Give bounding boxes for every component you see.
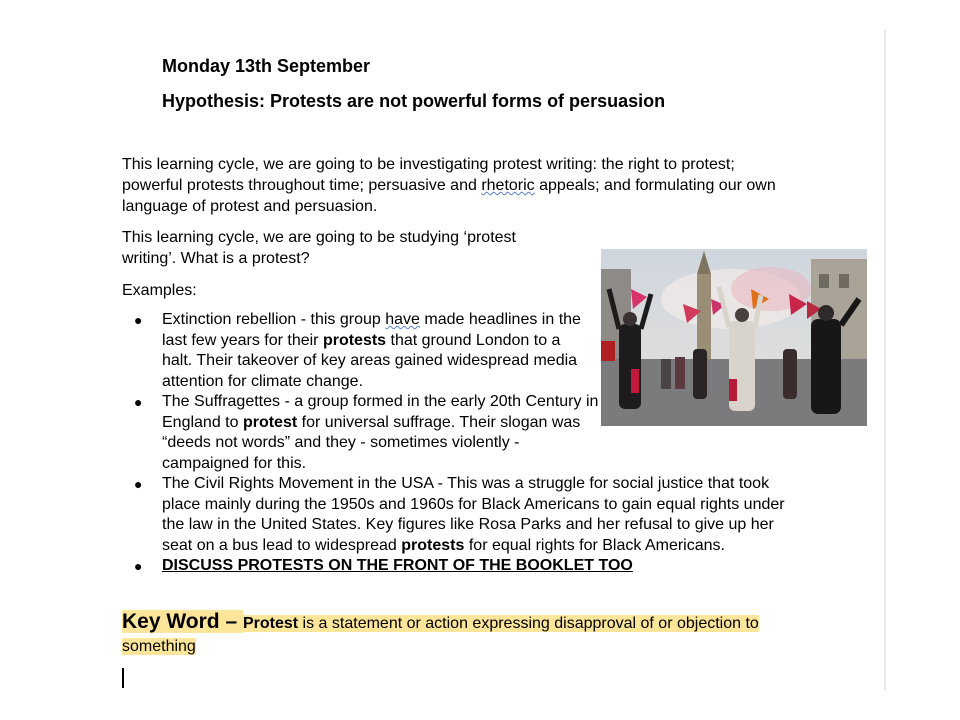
- key-word-definition: [122, 610, 792, 658]
- bullet-text: for universal suffrage. Their slogan was “deeds not words” and they - sometimes violently - campaigned for this.: [162, 413, 581, 472]
- bullet-text: made headlines in the last few years for their: [162, 311, 581, 349]
- list-item-discuss: [122, 556, 792, 577]
- page-edge: [884, 30, 886, 690]
- list-item-civil-rights: [122, 474, 792, 556]
- key-word-term: Protest: [242, 615, 299, 632]
- list-item-extinction-rebellion: [122, 310, 592, 392]
- bullet-icon: ●: [134, 312, 143, 328]
- bullet-icon: ●: [134, 558, 143, 574]
- text-cursor[interactable]: [122, 668, 124, 688]
- key-word-title: Key Word –: [122, 610, 243, 633]
- bold-term: protests: [401, 536, 465, 554]
- date-heading: Monday 13th September: [162, 56, 371, 76]
- protest-photo[interactable]: [601, 249, 867, 426]
- bullet-text: that ground London to a halt. Their takeover of key areas gained widespread media attention for climate change.: [162, 331, 578, 390]
- intro-text-2: appeals; and formulating our own language of protest and persuasion.: [122, 177, 776, 215]
- examples-label: Examples:: [122, 282, 197, 299]
- key-word-definition-text: is a statement or action expressing disapproval of or objection to something: [122, 615, 759, 655]
- bullet-text: Extinction rebellion - this group: [162, 311, 386, 328]
- hypothesis-heading: Hypothesis: Protests are not powerful forms of persuasion: [162, 91, 666, 111]
- bullet-text: The Civil Rights Movement in the USA - This was a struggle for social justice that took place mainly during the 1950s and 1960s for Black Americans to gain equal rights under the law in the United States. Key figures like Rosa Parks and her refusal to give up her seat on a bus lead to widespread: [162, 475, 785, 554]
- bullet-icon: ●: [134, 394, 143, 410]
- bullet-text: for equal rights for Black Americans.: [464, 536, 725, 554]
- spellcheck-word-rhetoric: rhetoric: [481, 177, 535, 194]
- question-paragraph: This learning cycle, we are going to be studying ‘protest writing’. What is a protest?: [122, 229, 516, 267]
- intro-paragraph: [122, 154, 782, 217]
- bold-term: protest: [242, 413, 298, 431]
- bullet-icon: ●: [134, 476, 143, 492]
- key-word-term-wrap: [243, 615, 298, 632]
- bullet-text: The Suffragettes - a group formed in the early 20th Century in England to: [162, 393, 599, 431]
- list-item-suffragettes: [122, 392, 602, 474]
- intro-text-1: This learning cycle, we are going to be investigating protest writing: the right to protest; powerful protests throughout time; persuasive and: [122, 156, 735, 194]
- bold-term: protests: [322, 331, 387, 349]
- discuss-instruction: DISCUSS PROTESTS ON THE FRONT OF THE BOOKLET TOO: [162, 557, 633, 574]
- spellcheck-word-have: have: [385, 311, 420, 328]
